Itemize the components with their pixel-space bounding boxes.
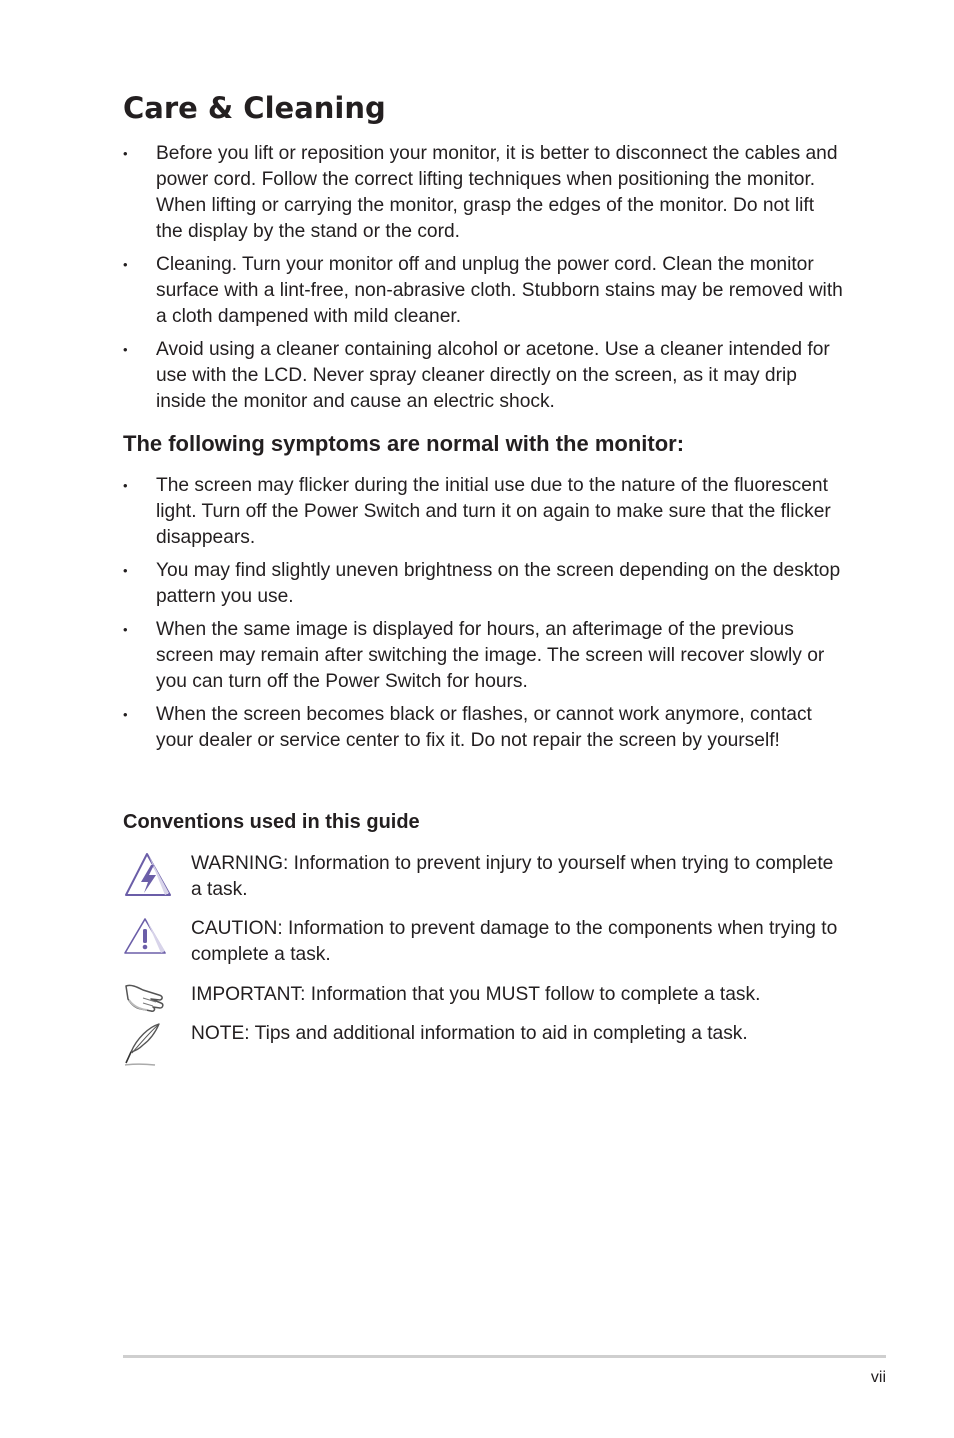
list-item [123, 473, 843, 551]
list-item [123, 617, 843, 695]
list-item [123, 252, 843, 330]
list-item-text: • The screen may flicker during the initial use due to the nature of the fluorescent light. Turn off the Power Switch and turn it on again to make sure that the flicker disappears. [156, 475, 831, 548]
warning-text: WARNING: Information to prevent injury to yourself when trying to complete a task. [191, 853, 834, 900]
note-text: NOTE: Tips and additional information to aid in completing a task. [191, 1023, 748, 1044]
list-item [123, 558, 843, 610]
page-title: Care & Cleaning [123, 91, 386, 125]
list-item-text: • You may find slightly uneven brightness on the screen depending on the desktop pattern you use. [156, 560, 841, 607]
page-number: vii [870, 1369, 886, 1386]
pointing-hand-icon [123, 982, 173, 1014]
footer-rule [123, 1355, 886, 1358]
symptoms-heading: The following symptoms are normal with the monitor: [123, 431, 685, 456]
care-list [123, 141, 843, 422]
list-item-text: • Before you lift or reposition your monitor, it is better to disconnect the cables and power cord. Follow the correct lifting techniques when positioning the monitor. When lifting or carrying the monitor, grasp the edges of the monitor. Do not lift the display by the stand or the cord. [156, 143, 838, 242]
list-item [123, 141, 843, 245]
caution-exclamation-icon [123, 916, 173, 956]
list-item [123, 702, 843, 754]
list-item-text: • Avoid using a cleaner containing alcohol or acetone. Use a cleaner intended for use with the LCD. Never spray cleaner directly on the screen, as it may drip inside the monitor and cause an electric shock. [156, 339, 830, 412]
list-item-text: • When the screen becomes black or flashes, or cannot work anymore, contact your dealer or service center to fix it. Do not repair the screen by yourself! [156, 704, 812, 751]
list-item-text: • Cleaning. Turn your monitor off and unplug the power cord. Clean the monitor surface with a lint-free, non-abrasive cloth. Stubborn stains may be removed with a cloth dampened with mild cleaner. [156, 254, 843, 327]
symptom-list [123, 473, 843, 761]
quill-pen-icon [123, 1021, 163, 1069]
list-item-text: • When the same image is displayed for hours, an afterimage of the previous screen may remain after switching the image. The screen will recover slowly or you can turn off the Power Switch for hours. [156, 619, 825, 692]
warning-lightning-icon [123, 851, 173, 899]
important-text: IMPORTANT: Information that you MUST follow to complete a task. [191, 984, 761, 1005]
caution-text: CAUTION: Information to prevent damage to the components when trying to complete a task. [191, 918, 838, 965]
list-item [123, 337, 843, 415]
conventions-heading: Conventions used in this guide [123, 811, 420, 833]
